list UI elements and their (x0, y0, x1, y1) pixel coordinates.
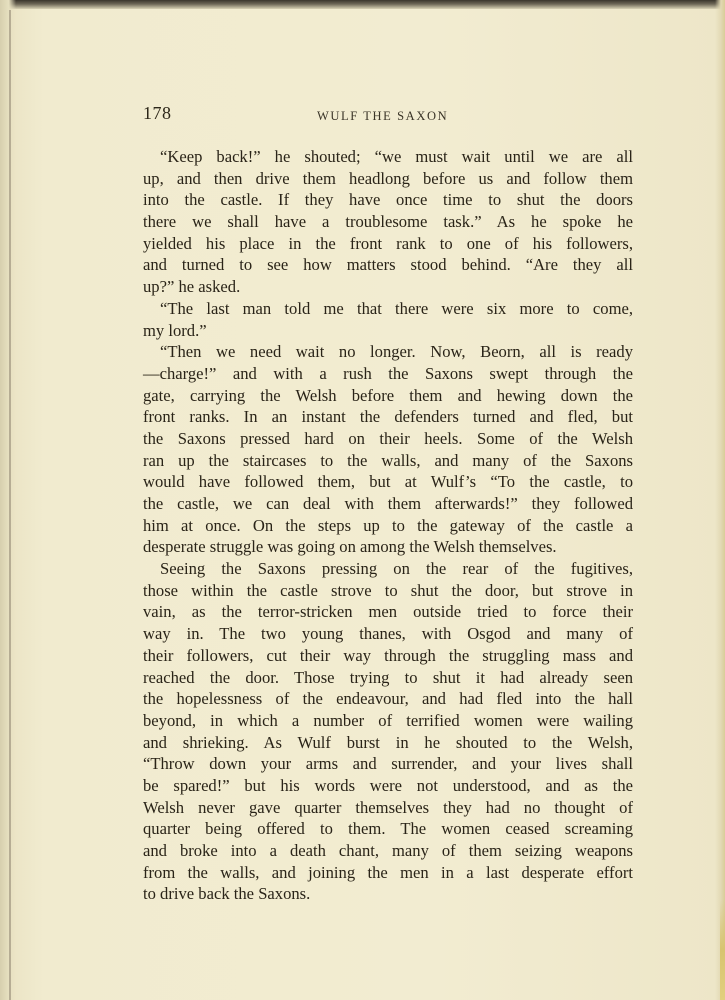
text-line: be spared!” but his words were not understood, and as the (143, 775, 633, 795)
text-line: “The last man told me that there were six more to come, (160, 298, 633, 318)
text-line: —charge!” and with a rush the Saxons swept through the (143, 363, 633, 383)
text-line: “Then we need wait no longer. Now, Beorn, all is ready (160, 342, 633, 362)
text-line: Seeing the Saxons pressing on the rear of the fugitives, (160, 559, 633, 579)
text-line: way in. The two young thanes, with Osgod and many of (143, 624, 633, 644)
text-line: and broke into a death chant, many of them seizing weapons (143, 841, 633, 860)
text-line: up, and then drive them headlong before us and follow them (143, 168, 633, 188)
text-line: front ranks. In an instant the defenders turned and fled, but (143, 407, 633, 427)
text-line: yielded his place in the front rank to one of his followers, (143, 233, 633, 253)
running-header (143, 103, 633, 125)
text-line: gate, carrying the Welsh before them and hewing down the (143, 385, 633, 405)
text-line: vain, as the terror-stricken men outside tried to force their (143, 602, 633, 622)
page-top-edge (0, 0, 725, 9)
text-line: him at once. On the steps up to the gateway of the castle a (143, 515, 633, 535)
binding-line (9, 10, 11, 1000)
page-right-edge (715, 0, 725, 1000)
text-line: those within the castle strove to shut the door, but strove in (143, 580, 633, 600)
text-line: quarter being offered to them. The women ceased screaming (143, 819, 633, 839)
text-line: to drive back the Saxons. (143, 884, 311, 904)
text-line: beyond, in which a number of terrified women were wailing (143, 710, 633, 730)
text-line: into the castle. If they have once time to shut the doors (143, 190, 633, 210)
text-line: their followers, cut their way through the struggling mass and (143, 645, 633, 665)
text-line: up?” he asked. (143, 277, 241, 297)
text-line: ran up the staircases to the walls, and many of the Saxons (143, 450, 633, 470)
text-line: my lord.” (143, 320, 207, 340)
text-line: “Throw down your arms and surrender, and your lives shall (143, 754, 633, 774)
binding-fold (0, 0, 16, 1000)
text-line: the castle, we can deal with them afterwards!” they followed (143, 494, 633, 513)
page-number: 178 (143, 103, 172, 123)
text-line: and turned to see how matters stood behind. “Are they all (143, 255, 633, 275)
body-text (143, 146, 633, 905)
running-title: WULF THE SAXON (317, 109, 449, 123)
text-line: there we shall have a troublesome task.” As he spoke he (143, 212, 633, 232)
page-edge-stain (720, 900, 725, 1000)
text-line: and shrieking. As Wulf burst in he shouted to the Welsh, (143, 732, 633, 752)
text-line: would have followed them, but at Wulf’s “To the castle, to (143, 472, 633, 492)
text-line: “Keep back!” he shouted; “we must wait until we are all (160, 147, 633, 166)
text-line: the hopelessness of the endeavour, and had fled into the hall (143, 689, 633, 709)
text-line: from the walls, and joining the men in a last desperate effort (143, 862, 633, 882)
text-line: desperate struggle was going on among the Welsh themselves. (143, 537, 557, 557)
text-line: Welsh never gave quarter themselves they had no thought of (143, 797, 633, 817)
text-line: the Saxons pressed hard on their heels. Some of the Welsh (143, 428, 633, 448)
text-line: reached the door. Those trying to shut it had already seen (143, 667, 633, 687)
